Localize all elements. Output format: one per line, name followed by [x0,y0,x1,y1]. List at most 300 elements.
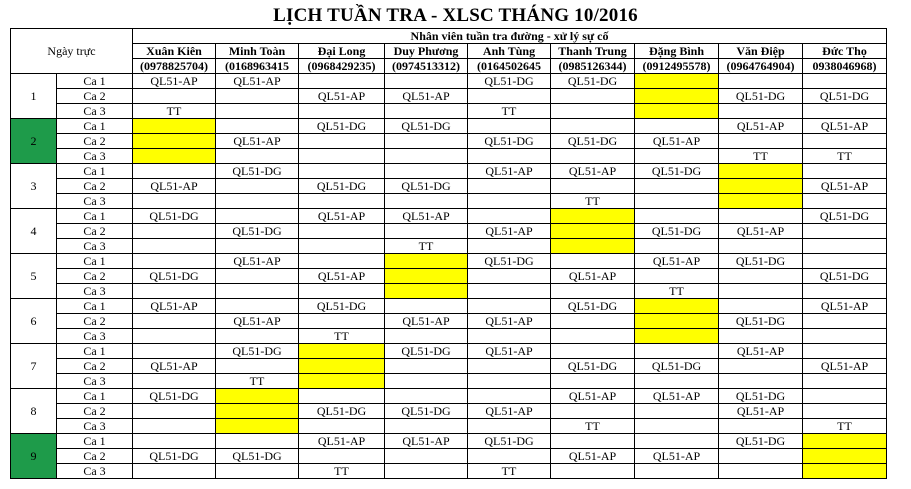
day-number: 4 [11,209,57,254]
assignment-cell: TT [299,464,385,479]
shift-label: Ca 3 [57,284,133,299]
assignment-cell [719,284,803,299]
assignment-cell [468,119,551,134]
assignment-cell [385,149,468,164]
shift-label: Ca 1 [57,344,133,359]
assignment-cell [299,374,385,389]
assignment-cell: TT [803,149,887,164]
staff-name: Xuân Kiên [133,44,216,59]
assignment-cell [468,194,551,209]
shift-row [11,74,887,89]
assignment-cell [299,359,385,374]
assignment-cell [468,374,551,389]
assignment-cell [385,329,468,344]
shift-row [11,299,887,314]
assignment-cell: QL51-DG [551,359,635,374]
assignment-cell: QL51-AP [299,269,385,284]
shift-label: Ca 1 [57,299,133,314]
staff-name: Đặng Bình [635,44,719,59]
assignment-cell [299,314,385,329]
assignment-cell [635,269,719,284]
assignment-cell: QL51-DG [299,179,385,194]
day-number: 7 [11,344,57,389]
assignment-cell: QL51-DG [719,89,803,104]
assignment-cell: QL51-DG [385,404,468,419]
assignment-cell [216,194,299,209]
assignment-cell [133,374,216,389]
assignment-cell [551,434,635,449]
assignment-cell: QL51-DG [635,224,719,239]
shift-row [11,419,887,434]
assignment-cell [385,389,468,404]
day-number: 2 [11,119,57,164]
day-number: 3 [11,164,57,209]
assignment-cell: TT [803,419,887,434]
assignment-cell [299,389,385,404]
assignment-cell: QL51-DG [216,344,299,359]
assignment-cell [803,239,887,254]
assignment-cell [719,239,803,254]
assignment-cell [216,149,299,164]
assignment-cell [803,164,887,179]
assignment-cell: QL51-DG [635,164,719,179]
assignment-cell: QL51-DG [216,224,299,239]
assignment-cell [551,254,635,269]
assignment-cell [551,224,635,239]
assignment-cell [216,104,299,119]
shift-row [11,224,887,239]
assignment-cell [299,74,385,89]
assignment-cell [385,74,468,89]
assignment-cell [216,434,299,449]
staff-group-header: Nhân viên tuần tra đường - xử lý sự cố [133,29,887,44]
assignment-cell [133,254,216,269]
assignment-cell [803,224,887,239]
assignment-cell [635,299,719,314]
shift-row [11,344,887,359]
assignment-cell [719,449,803,464]
assignment-cell [719,299,803,314]
assignment-cell: QL51-DG [133,269,216,284]
staff-name: Thanh Trung [551,44,635,59]
assignment-cell [299,254,385,269]
assignment-cell: QL51-AP [719,119,803,134]
assignment-cell: QL51-DG [216,449,299,464]
assignment-cell [719,74,803,89]
assignment-cell: TT [299,329,385,344]
assignment-cell [216,464,299,479]
assignment-cell: QL51-DG [635,359,719,374]
assignment-cell [635,374,719,389]
shift-label: Ca 2 [57,134,133,149]
shift-label: Ca 2 [57,404,133,419]
assignment-cell [216,329,299,344]
staff-name: Văn Điệp [719,44,803,59]
assignment-cell [803,134,887,149]
assignment-cell: QL51-DG [468,254,551,269]
assignment-cell [133,89,216,104]
assignment-cell [133,239,216,254]
assignment-cell [133,419,216,434]
shift-row [11,389,887,404]
assignment-cell: QL51-AP [468,224,551,239]
assignment-cell: QL51-AP [216,314,299,329]
assignment-cell: QL51-DG [216,164,299,179]
assignment-cell [803,104,887,119]
assignment-cell: QL51-AP [635,254,719,269]
assignment-cell [551,149,635,164]
staff-name: Minh Toàn [216,44,299,59]
assignment-cell [385,299,468,314]
shift-label: Ca 1 [57,254,133,269]
assignment-cell [133,194,216,209]
assignment-cell [216,419,299,434]
assignment-cell [385,194,468,209]
assignment-cell [719,359,803,374]
assignment-cell: QL51-AP [803,119,887,134]
shift-label: Ca 2 [57,449,133,464]
shift-label: Ca 3 [57,149,133,164]
assignment-cell [551,209,635,224]
shift-row [11,404,887,419]
assignment-cell [635,434,719,449]
assignment-cell: QL51-AP [719,404,803,419]
assignment-cell [385,464,468,479]
assignment-cell [803,74,887,89]
assignment-cell: QL51-DG [299,299,385,314]
assignment-cell [468,284,551,299]
assignment-cell [719,164,803,179]
sheet-title: LỊCH TUẦN TRA - XLSC THÁNG 10/2016 [273,5,638,26]
day-number: 6 [11,299,57,344]
shift-label: Ca 2 [57,89,133,104]
shift-row [11,194,887,209]
assignment-cell [299,284,385,299]
assignment-cell [385,164,468,179]
shift-label: Ca 2 [57,359,133,374]
assignment-cell [216,239,299,254]
assignment-cell [719,329,803,344]
assignment-cell [719,419,803,434]
assignment-cell [133,149,216,164]
assignment-cell: QL51-DG [133,449,216,464]
assignment-cell: QL51-AP [133,74,216,89]
shift-row [11,209,887,224]
assignment-cell [216,89,299,104]
assignment-cell [468,269,551,284]
shift-row [11,329,887,344]
assignment-cell [551,329,635,344]
assignment-cell [551,104,635,119]
assignment-cell [216,359,299,374]
assignment-cell: TT [635,284,719,299]
staff-phone: (0974513312) [385,59,468,74]
shift-row [11,119,887,134]
assignment-cell [299,164,385,179]
shift-label: Ca 1 [57,119,133,134]
assignment-cell: QL51-DG [385,344,468,359]
assignment-cell [385,134,468,149]
shift-row [11,149,887,164]
assignment-cell: QL51-DG [133,209,216,224]
assignment-cell [635,74,719,89]
assignment-cell: QL51-AP [299,209,385,224]
assignment-cell [551,284,635,299]
assignment-cell [551,179,635,194]
assignment-cell [803,329,887,344]
assignment-cell: QL51-DG [803,89,887,104]
assignment-cell: TT [719,149,803,164]
assignment-cell [635,194,719,209]
assignment-cell [385,224,468,239]
staff-name: Duy Phương [385,44,468,59]
assignment-cell [635,119,719,134]
assignment-cell [385,374,468,389]
assignment-cell [299,194,385,209]
assignment-cell [216,389,299,404]
assignment-cell: QL51-DG [468,134,551,149]
assignment-cell [468,209,551,224]
assignment-cell [216,119,299,134]
assignment-cell [299,224,385,239]
assignment-cell [803,344,887,359]
assignment-cell [803,449,887,464]
assignment-cell [385,419,468,434]
assignment-cell: QL51-AP [468,314,551,329]
shift-label: Ca 2 [57,314,133,329]
assignment-cell [635,344,719,359]
assignment-cell [551,119,635,134]
shift-label: Ca 3 [57,419,133,434]
shift-row [11,239,887,254]
assignment-cell: QL51-AP [551,164,635,179]
assignment-cell: QL51-DG [719,254,803,269]
assignment-cell: QL51-AP [803,299,887,314]
assignment-cell: QL51-DG [299,404,385,419]
assignment-cell [133,464,216,479]
day-column-header: Ngày trực [11,29,133,74]
shift-label: Ca 2 [57,269,133,284]
shift-label: Ca 3 [57,374,133,389]
staff-name: Đức Thọ [803,44,887,59]
staff-phone: 0938046968) [803,59,887,74]
assignment-cell: QL51-AP [803,359,887,374]
assignment-cell: QL51-AP [299,434,385,449]
assignment-cell [133,314,216,329]
assignment-cell: QL51-DG [385,119,468,134]
shift-label: Ca 2 [57,179,133,194]
assignment-cell [803,404,887,419]
assignment-cell [299,149,385,164]
shift-row [11,134,887,149]
assignment-cell: QL51-DG [468,74,551,89]
assignment-cell: TT [551,194,635,209]
assignment-cell: QL51-AP [385,434,468,449]
assignment-cell: QL51-AP [719,224,803,239]
assignment-cell [385,269,468,284]
assignment-cell [468,419,551,434]
assignment-cell [635,239,719,254]
shift-label: Ca 1 [57,434,133,449]
shift-row [11,374,887,389]
assignment-cell: QL51-AP [468,404,551,419]
assignment-cell [133,224,216,239]
assignment-cell [468,149,551,164]
day-number: 1 [11,74,57,119]
assignment-cell [299,134,385,149]
assignment-cell: TT [551,419,635,434]
assignment-cell: QL51-AP [216,74,299,89]
staff-name: Anh Tùng [468,44,551,59]
shift-row [11,164,887,179]
assignment-cell [468,89,551,104]
assignment-cell [468,179,551,194]
assignment-cell [635,404,719,419]
assignment-cell [385,284,468,299]
assignment-cell [468,329,551,344]
staff-phone: (0964764904) [719,59,803,74]
assignment-cell [216,404,299,419]
assignment-cell [468,239,551,254]
staff-phone: (0168963415 [216,59,299,74]
shift-label: Ca 3 [57,104,133,119]
assignment-cell [133,404,216,419]
shift-row [11,89,887,104]
assignment-cell: QL51-DG [803,269,887,284]
assignment-cell [216,284,299,299]
shift-row [11,284,887,299]
assignment-cell [719,209,803,224]
assignment-cell [803,284,887,299]
assignment-cell [216,299,299,314]
assignment-cell [635,179,719,194]
assignment-cell [551,404,635,419]
shift-label: Ca 1 [57,209,133,224]
staff-phone: (0985126344) [551,59,635,74]
assignment-cell [216,179,299,194]
shift-label: Ca 3 [57,239,133,254]
assignment-cell [551,344,635,359]
assignment-cell: QL51-AP [803,179,887,194]
shift-row [11,254,887,269]
assignment-cell: QL51-AP [468,164,551,179]
assignment-cell: TT [216,374,299,389]
day-number: 8 [11,389,57,434]
assignment-cell [299,419,385,434]
assignment-cell [299,449,385,464]
shift-row [11,269,887,284]
assignment-cell [803,434,887,449]
assignment-cell [216,209,299,224]
assignment-cell: QL51-AP [385,314,468,329]
assignment-cell [299,239,385,254]
assignment-cell: QL51-AP [216,134,299,149]
assignment-cell [551,374,635,389]
assignment-cell: QL51-DG [551,74,635,89]
assignment-cell [635,104,719,119]
assignment-cell [635,329,719,344]
assignment-cell [803,314,887,329]
assignment-cell: QL51-AP [468,344,551,359]
shift-label: Ca 1 [57,389,133,404]
assignment-cell [803,374,887,389]
staff-name: Đại Long [299,44,385,59]
assignment-cell [719,179,803,194]
assignment-cell: QL51-AP [385,89,468,104]
assignment-cell [133,164,216,179]
assignment-cell: QL51-AP [216,254,299,269]
shift-label: Ca 2 [57,224,133,239]
staff-phone: (0912495578) [635,59,719,74]
assignment-cell: QL51-AP [133,299,216,314]
assignment-cell [133,134,216,149]
assignment-cell [719,104,803,119]
assignment-cell [468,449,551,464]
assignment-cell [635,314,719,329]
assignment-cell [719,374,803,389]
assignment-cell: QL51-DG [719,434,803,449]
assignment-cell [299,344,385,359]
shift-row [11,104,887,119]
assignment-cell [719,134,803,149]
assignment-cell: QL51-AP [635,449,719,464]
shift-label: Ca 3 [57,464,133,479]
shift-row [11,359,887,374]
day-number: 9 [11,434,57,479]
assignment-cell [803,464,887,479]
assignment-cell [133,119,216,134]
shift-row [11,434,887,449]
assignment-cell [551,314,635,329]
assignment-cell: QL51-AP [133,359,216,374]
assignment-cell [299,104,385,119]
staff-phone: (0164502645 [468,59,551,74]
assignment-cell [385,359,468,374]
assignment-cell [551,89,635,104]
assignment-cell: QL51-AP [719,344,803,359]
shift-row [11,449,887,464]
shift-label: Ca 1 [57,74,133,89]
assignment-cell: QL51-DG [299,119,385,134]
shift-row [11,464,887,479]
assignment-cell [385,104,468,119]
assignment-cell [551,464,635,479]
assignment-cell [385,449,468,464]
assignment-cell [803,389,887,404]
assignment-cell: TT [468,464,551,479]
assignment-cell [719,194,803,209]
assignment-cell [635,209,719,224]
assignment-cell [635,89,719,104]
assignment-cell [133,284,216,299]
assignment-cell: TT [385,239,468,254]
assignment-cell [803,254,887,269]
assignment-cell [635,464,719,479]
shift-label: Ca 1 [57,164,133,179]
assignment-cell: QL51-DG [719,389,803,404]
assignment-cell [551,239,635,254]
shift-row [11,314,887,329]
staff-phone: (0968429235) [299,59,385,74]
assignment-cell [216,269,299,284]
assignment-cell: QL51-DG [719,314,803,329]
assignment-cell [803,194,887,209]
assignment-cell: TT [133,104,216,119]
assignment-cell: QL51-AP [551,269,635,284]
assignment-cell [719,464,803,479]
shift-label: Ca 3 [57,194,133,209]
assignment-cell [719,269,803,284]
